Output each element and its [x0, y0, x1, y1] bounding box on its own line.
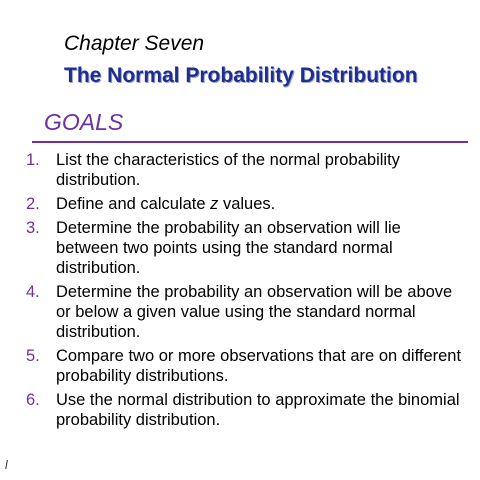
slide-title: The Normal Probability Distribution [64, 64, 418, 87]
goal-item-5 [0, 346, 480, 386]
goal-text: List the characteristics of the normal probability distribution. [56, 151, 400, 189]
goal-item-2 [0, 194, 480, 214]
goal-item-3 [0, 218, 480, 278]
goal-item-4 [0, 282, 480, 342]
goal-item-6 [0, 390, 480, 430]
goal-text: Compare two or more observations that are on different probability distributions. [56, 347, 462, 385]
goal-item-1 [0, 150, 480, 190]
goal-number: 6. [26, 391, 40, 409]
goal-text-start: Define and calculate [56, 195, 211, 213]
goals-list [0, 150, 480, 434]
goal-number: 2. [26, 195, 40, 213]
chapter-label: Chapter Seven [64, 32, 205, 55]
goal-text: Determine the probability an observation will be above or below a given value using the standard normal distribution. [56, 283, 453, 341]
goal-number: 3. [26, 219, 40, 237]
goal-number: 1. [26, 151, 40, 169]
corner-mark: l [5, 458, 8, 472]
goal-text: Determine the probability an observation will lie between two points using the standard normal distribution. [56, 219, 401, 277]
goal-text [56, 194, 466, 214]
goal-text-emphasis: z [210, 195, 219, 213]
goal-text: Use the normal distribution to approximate the binomial probability distribution. [56, 391, 460, 429]
goal-text-end: values. [218, 195, 276, 213]
goal-number: 4. [26, 283, 40, 301]
heading-divider [32, 141, 468, 143]
goals-heading: GOALS [44, 109, 124, 135]
goal-number: 5. [26, 347, 40, 365]
